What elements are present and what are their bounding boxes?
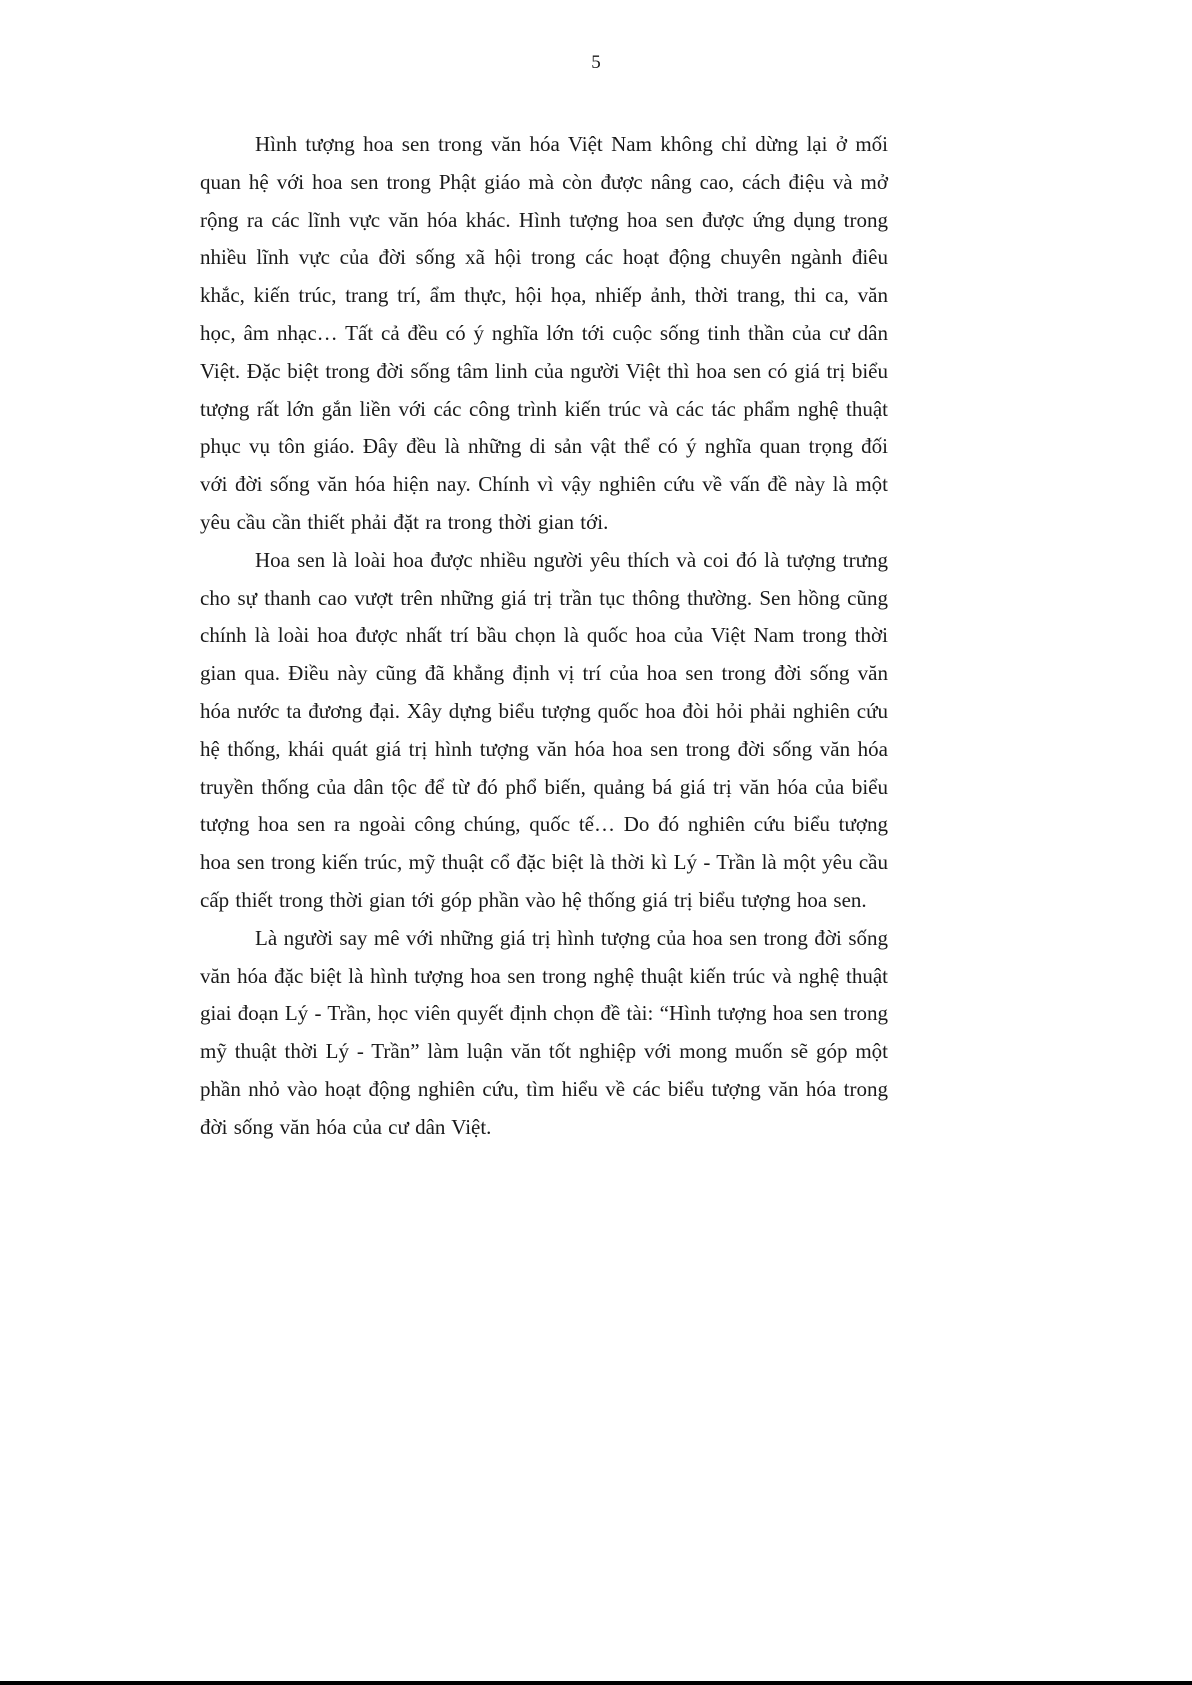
body-text: [200, 126, 888, 1147]
paragraph-2: Hoa sen là loài hoa được nhiều người yêu thích và coi đó là tượng trưng cho sự thanh cao vượt trên những giá trị trần tục thông thường. Sen hồng cũng chính là loài hoa được nhất trí bầu chọn là quốc hoa của Việt Nam trong thời gian qua. Điều này cũng đã khẳng định vị trí của hoa sen trong đời sống văn hóa nước ta đương đại. Xây dựng biểu tượng quốc hoa đòi hỏi phải nghiên cứu hệ thống, khái quát giá trị hình tượng văn hóa hoa sen trong đời sống văn hóa truyền thống của dân tộc để từ đó phổ biến, quảng bá giá trị văn hóa của biểu tượng hoa sen ra ngoài công chúng, quốc tế… Do đó nghiên cứu biểu tượng hoa sen trong kiến trúc, mỹ thuật cổ đặc biệt là thời kì Lý - Trần là một yêu cầu cấp thiết trong thời gian tới góp phần vào hệ thống giá trị biểu tượng hoa sen.: [200, 547, 888, 912]
paragraph-3: Là người say mê với những giá trị hình tượng của hoa sen trong đời sống văn hóa đặc biệt là hình tượng hoa sen trong nghệ thuật kiến trúc và nghệ thuật giai đoạn Lý - Trần, học viên quyết định chọn đề tài: “Hình tượng hoa sen trong mỹ thuật thời Lý - Trần” làm luận văn tốt nghiệp với mong muốn sẽ góp một phần nhỏ vào hoạt động nghiên cứu, tìm hiểu về các biểu tượng văn hóa trong đời sống văn hóa của cư dân Việt.: [200, 925, 888, 1139]
page-bottom-edge: [0, 1681, 1192, 1685]
page-number: 5: [591, 52, 601, 73]
paragraph-1: Hình tượng hoa sen trong văn hóa Việt Nam không chỉ dừng lại ở mối quan hệ với hoa sen trong Phật giáo mà còn được nâng cao, cách điệu và mở rộng ra các lĩnh vực văn hóa khác. Hình tượng hoa sen được ứng dụng trong nhiều lĩnh vực của đời sống xã hội trong các hoạt động chuyên ngành điêu khắc, kiến trúc, trang trí, ẩm thực, hội họa, nhiếp ảnh, thời trang, thi ca, văn học, âm nhạc… Tất cả đều có ý nghĩa lớn tới cuộc sống tinh thần của cư dân Việt. Đặc biệt trong đời sống tâm linh của người Việt thì hoa sen có giá trị biểu tượng rất lớn gắn liền với các công trình kiến trúc và các tác phẩm nghệ thuật phục vụ tôn giáo. Đây đều là những di sản vật thể có ý nghĩa quan trọng đối với đời sống văn hóa hiện nay. Chính vì vậy nghiên cứu về vấn đề này là một yêu cầu cần thiết phải đặt ra trong thời gian tới.: [200, 132, 888, 534]
